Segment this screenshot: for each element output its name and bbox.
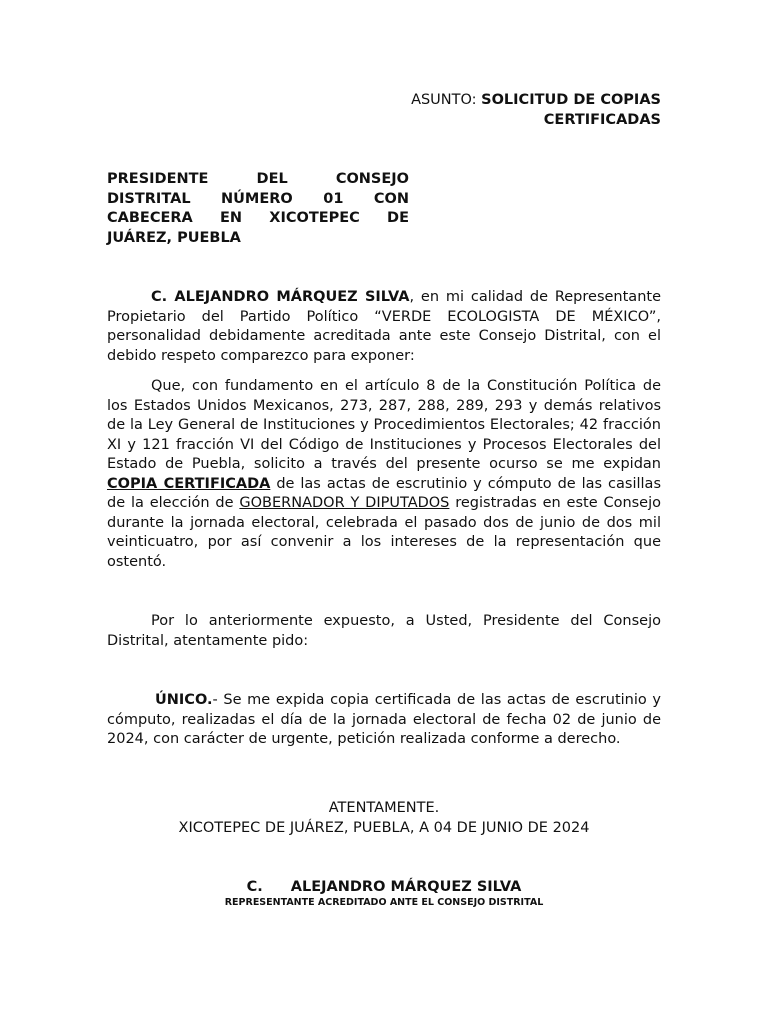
unico-paragraph — [107, 691, 661, 750]
addressee-line-3: CABECERA EN XICOTEPEC DE — [107, 210, 409, 226]
subject-line-1 — [361, 91, 661, 111]
addressee-block — [107, 170, 409, 248]
request-paragraph — [107, 612, 661, 651]
subject-block — [361, 91, 661, 130]
intro-text: , en mi calidad de Representante Propietario del Partido Político “VERDE ECOLOGISTA DE MÉXICO”, personalidad debidamente acreditada ante este Consejo Distrital, con el debido respeto comparezco para exponer: — [107, 289, 661, 364]
intro-paragraph — [107, 288, 661, 366]
addressee-line-2: DISTRITAL NÚMERO 01 CON — [107, 190, 409, 207]
subject-label: ASUNTO: — [411, 92, 477, 108]
closing-salutation: ATENTAMENTE. — [328, 800, 440, 816]
unico-text: - Se me expida copia certificada de las actas de escrutinio y cómputo, realizadas el día de la jornada electoral de fecha 02 de junio de 2024, con carácter de urgente, petición realizada conforme a derecho. — [107, 692, 661, 747]
request-text: Por lo anteriormente expuesto, a Usted, Presidente del Consejo Distrital, atentamente pido: — [107, 613, 661, 649]
emphasis-copia-certificada: COPIA CERTIFICADA — [107, 475, 271, 492]
subject-title-line-1: SOLICITUD DE COPIAS — [481, 92, 661, 108]
addressee-line-1: PRESIDENTE DEL CONSEJO — [107, 171, 409, 187]
signer-role: REPRESENTANTE ACREDITADO ANTE EL CONSEJO DISTRITAL — [224, 897, 544, 908]
signer-name-line — [107, 878, 661, 898]
subject-title-line-2: CERTIFICADAS — [543, 111, 661, 128]
emphasis-election-type: GOBERNADOR Y DIPUTADOS — [239, 495, 450, 511]
signer-name: ALEJANDRO MÁRQUEZ SILVA — [290, 879, 522, 895]
closing-place-date: XICOTEPEC DE JUÁREZ, PUEBLA, A 04 DE JUNIO DE 2024 — [178, 820, 590, 836]
unico-label: ÚNICO. — [155, 692, 213, 708]
petitioner-name: C. ALEJANDRO MÁRQUEZ SILVA — [151, 289, 410, 305]
signer-prefix: C. — [246, 879, 263, 895]
main-text-part-3: registradas en este Consejo durante la jornada electoral, celebrada el pasado dos de junio de dos mil veinticuatro, por así convenir a los intereses de la representación que ostentó. — [107, 495, 662, 570]
addressee-line-4: JUÁREZ, PUEBLA — [107, 229, 241, 246]
main-text-part-2: de las actas de escrutinio y cómputo de las casillas de la elección de — [107, 475, 661, 511]
main-text-part-1: Que, con fundamento en el artículo 8 de la Constitución Política de los Estados Unidos Mexicanos, 273, 287, 288, 289, 293 y demás relativos de la Ley General de Instituciones y Procedimientos Electorales; 42 fracción XI y 121 fracción VI del Código de Instituciones y Procesos Electorales del Estado de Puebla, solicito a través del presente ocurso se me expidan — [107, 378, 661, 472]
main-paragraph — [107, 377, 661, 572]
document-page — [107, 0, 661, 1024]
